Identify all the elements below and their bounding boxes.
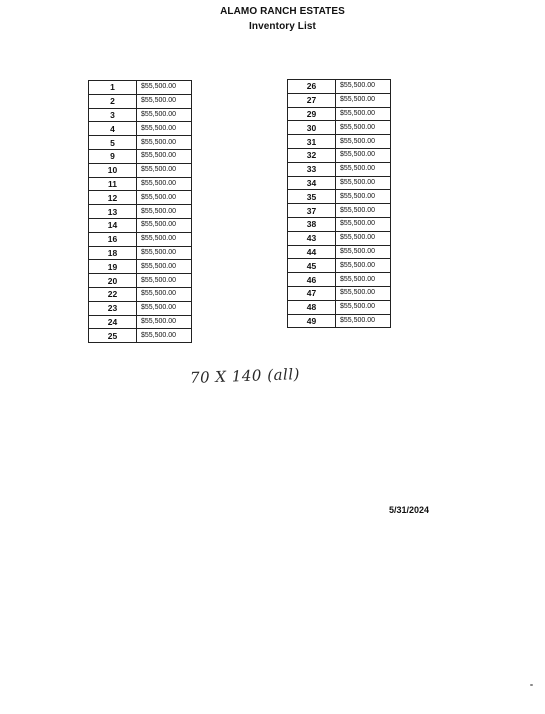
document-date: 5/31/2024 [389, 505, 430, 515]
price-cell: $55,500.00 [137, 260, 192, 274]
price-cell: $55,500.00 [137, 177, 192, 191]
price-cell: $55,500.00 [336, 245, 391, 259]
price-cell: $55,500.00 [137, 191, 192, 205]
document-subtitle: Inventory List [249, 21, 316, 32]
lot-number-cell: 2 [89, 94, 137, 108]
price-cell: $55,500.00 [336, 121, 391, 135]
lot-number-cell: 37 [288, 204, 336, 218]
price-cell: $55,500.00 [137, 301, 192, 315]
price-cell: $55,500.00 [336, 217, 391, 231]
lot-number-cell: 24 [89, 315, 137, 329]
table-row [288, 259, 391, 273]
price-cell: $55,500.00 [336, 300, 391, 314]
table-row [89, 149, 192, 163]
price-cell: $55,500.00 [137, 218, 192, 232]
lot-number-cell: 35 [288, 190, 336, 204]
lot-number-cell: 33 [288, 162, 336, 176]
price-cell: $55,500.00 [336, 107, 391, 121]
table-row [288, 286, 391, 300]
table-row [89, 301, 192, 315]
lot-number-cell: 45 [288, 259, 336, 273]
price-cell: $55,500.00 [137, 287, 192, 301]
lot-number-cell: 25 [89, 329, 137, 343]
price-cell: $55,500.00 [336, 273, 391, 287]
lot-number-cell: 29 [288, 107, 336, 121]
price-cell: $55,500.00 [336, 148, 391, 162]
lot-number-cell: 31 [288, 135, 336, 149]
lot-number-cell: 3 [89, 108, 137, 122]
price-cell: $55,500.00 [137, 205, 192, 219]
price-cell: $55,500.00 [137, 274, 192, 288]
lot-number-cell: 9 [89, 149, 137, 163]
lot-number-cell: 43 [288, 231, 336, 245]
lot-number-cell: 18 [89, 246, 137, 260]
table-row [288, 300, 391, 314]
table-row [288, 162, 391, 176]
table-row [288, 148, 391, 162]
lot-number-cell: 14 [89, 218, 137, 232]
inventory-table-right [287, 79, 391, 328]
table-row [89, 260, 192, 274]
table-row [89, 315, 192, 329]
table-row [89, 163, 192, 177]
table-row [89, 108, 192, 122]
lot-number-cell: 1 [89, 81, 137, 95]
table-row [89, 191, 192, 205]
table-row [89, 94, 192, 108]
lot-number-cell: 38 [288, 217, 336, 231]
lot-number-cell: 4 [89, 122, 137, 136]
table-row [288, 245, 391, 259]
lot-number-cell: 5 [89, 136, 137, 150]
table-row [89, 218, 192, 232]
table-row [89, 122, 192, 136]
lot-number-cell: 11 [89, 177, 137, 191]
table-row [288, 273, 391, 287]
table-row [89, 246, 192, 260]
price-cell: $55,500.00 [137, 329, 192, 343]
table-row [89, 81, 192, 95]
lot-number-cell: 22 [89, 287, 137, 301]
table-row [89, 232, 192, 246]
price-cell: $55,500.00 [137, 94, 192, 108]
lot-number-cell: 10 [89, 163, 137, 177]
price-cell: $55,500.00 [336, 314, 391, 328]
price-cell: $55,500.00 [336, 135, 391, 149]
lot-number-cell: 26 [288, 80, 336, 94]
table-row [288, 190, 391, 204]
price-cell: $55,500.00 [336, 259, 391, 273]
lot-number-cell: 19 [89, 260, 137, 274]
table-row [288, 121, 391, 135]
table-row [288, 231, 391, 245]
lot-number-cell: 49 [288, 314, 336, 328]
lot-number-cell: 20 [89, 274, 137, 288]
price-cell: $55,500.00 [137, 232, 192, 246]
lot-number-cell: 12 [89, 191, 137, 205]
table-row [288, 135, 391, 149]
table-row [89, 177, 192, 191]
lot-number-cell: 46 [288, 273, 336, 287]
price-cell: $55,500.00 [336, 231, 391, 245]
lot-number-cell: 34 [288, 176, 336, 190]
price-cell: $55,500.00 [137, 315, 192, 329]
table-row [89, 205, 192, 219]
scan-speck [530, 684, 533, 686]
table-row [89, 329, 192, 343]
price-cell: $55,500.00 [137, 122, 192, 136]
lot-number-cell: 32 [288, 148, 336, 162]
lot-number-cell: 27 [288, 93, 336, 107]
price-cell: $55,500.00 [137, 163, 192, 177]
inventory-table-left [88, 80, 192, 343]
lot-number-cell: 44 [288, 245, 336, 259]
price-cell: $55,500.00 [336, 162, 391, 176]
lot-number-cell: 23 [89, 301, 137, 315]
lot-number-cell: 13 [89, 205, 137, 219]
table-row [288, 80, 391, 94]
document-title: ALAMO RANCH ESTATES [220, 6, 345, 17]
price-cell: $55,500.00 [137, 108, 192, 122]
lot-number-cell: 30 [288, 121, 336, 135]
lot-number-cell: 48 [288, 300, 336, 314]
lot-number-cell: 16 [89, 232, 137, 246]
table-row [89, 287, 192, 301]
table-row [288, 314, 391, 328]
price-cell: $55,500.00 [336, 176, 391, 190]
price-cell: $55,500.00 [137, 246, 192, 260]
price-cell: $55,500.00 [336, 286, 391, 300]
table-row [288, 107, 391, 121]
table-row [288, 176, 391, 190]
table-row [89, 274, 192, 288]
price-cell: $55,500.00 [336, 93, 391, 107]
table-row [288, 93, 391, 107]
handwritten-note: 70 X 140 (all) [189, 365, 301, 387]
price-cell: $55,500.00 [137, 81, 192, 95]
lot-number-cell: 47 [288, 286, 336, 300]
price-cell: $55,500.00 [336, 80, 391, 94]
table-row [89, 136, 192, 150]
price-cell: $55,500.00 [137, 136, 192, 150]
price-cell: $55,500.00 [336, 190, 391, 204]
price-cell: $55,500.00 [336, 204, 391, 218]
price-cell: $55,500.00 [137, 149, 192, 163]
table-row [288, 204, 391, 218]
table-row [288, 217, 391, 231]
